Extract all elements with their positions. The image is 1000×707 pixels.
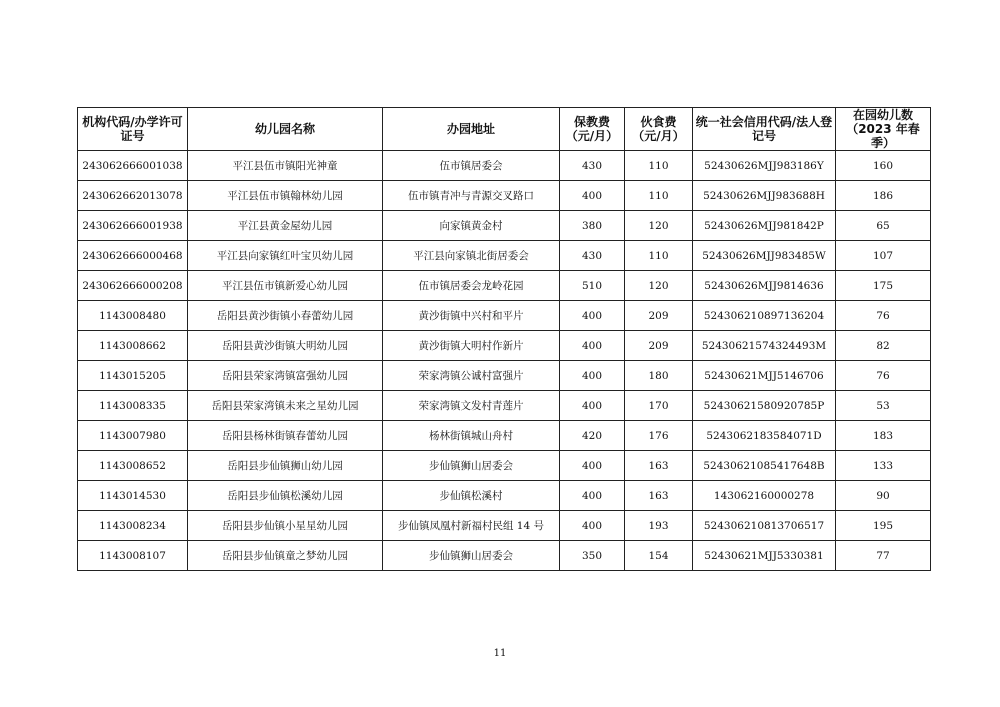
address-cell: 荣家湾镇文发村青莲片 xyxy=(383,391,560,421)
meal-fee-cell: 176 xyxy=(625,421,693,451)
name-cell: 平江县伍市镇新爱心幼儿园 xyxy=(188,271,383,301)
credit-code-cell: 52430621085417648B xyxy=(693,451,836,481)
meal-fee-cell: 209 xyxy=(625,331,693,361)
col-header-name: 幼儿园名称 xyxy=(188,108,383,151)
table-row xyxy=(78,361,931,391)
enrollment-cell: 107 xyxy=(836,241,931,271)
tuition-cell: 400 xyxy=(560,391,625,421)
name-cell: 岳阳县杨林街镇春蕾幼儿园 xyxy=(188,421,383,451)
address-cell: 向家镇黄金村 xyxy=(383,211,560,241)
address-cell: 伍市镇青冲与青源交叉路口 xyxy=(383,181,560,211)
credit-code-cell: 52430626MJJ983688H xyxy=(693,181,836,211)
col-header-meal-fee: 伙食费（元/月） xyxy=(625,108,693,151)
table-row xyxy=(78,481,931,511)
tuition-cell: 420 xyxy=(560,421,625,451)
table-row xyxy=(78,451,931,481)
name-cell: 岳阳县步仙镇童之梦幼儿园 xyxy=(188,541,383,571)
address-cell: 黄沙街镇中兴村和平片 xyxy=(383,301,560,331)
table-row xyxy=(78,331,931,361)
name-cell: 岳阳县荣家湾镇富强幼儿园 xyxy=(188,361,383,391)
tuition-cell: 400 xyxy=(560,331,625,361)
meal-fee-cell: 154 xyxy=(625,541,693,571)
address-cell: 步仙镇松溪村 xyxy=(383,481,560,511)
enrollment-cell: 65 xyxy=(836,211,931,241)
table-row xyxy=(78,421,931,451)
tuition-cell: 400 xyxy=(560,361,625,391)
meal-fee-cell: 180 xyxy=(625,361,693,391)
name-cell: 平江县伍市镇阳光神童 xyxy=(188,151,383,181)
tuition-cell: 430 xyxy=(560,151,625,181)
license-cell: 243062666000208 xyxy=(78,271,188,301)
name-cell: 平江县黄金屋幼儿园 xyxy=(188,211,383,241)
enrollment-cell: 77 xyxy=(836,541,931,571)
credit-code-cell: 143062160000278 xyxy=(693,481,836,511)
meal-fee-cell: 163 xyxy=(625,451,693,481)
credit-code-cell: 52430621580920785P xyxy=(693,391,836,421)
enrollment-cell: 175 xyxy=(836,271,931,301)
name-cell: 岳阳县荣家湾镇未来之星幼儿园 xyxy=(188,391,383,421)
meal-fee-cell: 110 xyxy=(625,241,693,271)
kindergarten-table xyxy=(77,107,931,571)
table-row xyxy=(78,301,931,331)
tuition-cell: 510 xyxy=(560,271,625,301)
table-row xyxy=(78,151,931,181)
col-header-enrollment: 在园幼儿数（2023 年春季） xyxy=(836,108,931,151)
address-cell: 平江县向家镇北街居委会 xyxy=(383,241,560,271)
meal-fee-cell: 120 xyxy=(625,271,693,301)
license-cell: 1143008335 xyxy=(78,391,188,421)
name-cell: 平江县伍市镇翰林幼儿园 xyxy=(188,181,383,211)
col-header-tuition: 保教费（元/月） xyxy=(560,108,625,151)
license-cell: 243062666000468 xyxy=(78,241,188,271)
credit-code-cell: 5243062183584071D xyxy=(693,421,836,451)
col-header-credit-code: 统一社会信用代码/法人登记号 xyxy=(693,108,836,151)
tuition-cell: 400 xyxy=(560,481,625,511)
table-row xyxy=(78,541,931,571)
table-row xyxy=(78,211,931,241)
address-cell: 黄沙街镇大明村作新片 xyxy=(383,331,560,361)
credit-code-cell: 524306210897136204 xyxy=(693,301,836,331)
meal-fee-cell: 120 xyxy=(625,211,693,241)
enrollment-cell: 195 xyxy=(836,511,931,541)
meal-fee-cell: 110 xyxy=(625,151,693,181)
name-cell: 岳阳县步仙镇小星星幼儿园 xyxy=(188,511,383,541)
name-cell: 岳阳县黄沙街镇小春蕾幼儿园 xyxy=(188,301,383,331)
meal-fee-cell: 170 xyxy=(625,391,693,421)
enrollment-cell: 82 xyxy=(836,331,931,361)
table-row xyxy=(78,181,931,211)
credit-code-cell: 52430621574324493M xyxy=(693,331,836,361)
name-cell: 岳阳县步仙镇松溪幼儿园 xyxy=(188,481,383,511)
table-header-row xyxy=(78,108,931,151)
enrollment-cell: 160 xyxy=(836,151,931,181)
name-cell: 岳阳县黄沙街镇大明幼儿园 xyxy=(188,331,383,361)
enrollment-cell: 90 xyxy=(836,481,931,511)
address-cell: 步仙镇狮山居委会 xyxy=(383,451,560,481)
address-cell: 步仙镇凤凰村新福村民组 14 号 xyxy=(383,511,560,541)
name-cell: 平江县向家镇红叶宝贝幼儿园 xyxy=(188,241,383,271)
col-header-address: 办园地址 xyxy=(383,108,560,151)
license-cell: 1143008107 xyxy=(78,541,188,571)
credit-code-cell: 52430626MJJ981842P xyxy=(693,211,836,241)
credit-code-cell: 52430626MJJ983485W xyxy=(693,241,836,271)
tuition-cell: 350 xyxy=(560,541,625,571)
enrollment-cell: 133 xyxy=(836,451,931,481)
address-cell: 步仙镇狮山居委会 xyxy=(383,541,560,571)
license-cell: 1143015205 xyxy=(78,361,188,391)
col-header-license: 机构代码/办学许可证号 xyxy=(78,108,188,151)
address-cell: 荣家湾镇公诚村富强片 xyxy=(383,361,560,391)
credit-code-cell: 52430626MJJ983186Y xyxy=(693,151,836,181)
enrollment-cell: 183 xyxy=(836,421,931,451)
enrollment-cell: 76 xyxy=(836,301,931,331)
license-cell: 1143014530 xyxy=(78,481,188,511)
credit-code-cell: 524306210813706517 xyxy=(693,511,836,541)
enrollment-cell: 76 xyxy=(836,361,931,391)
credit-code-cell: 52430626MJJ9814636 xyxy=(693,271,836,301)
license-cell: 1143008234 xyxy=(78,511,188,541)
table-row xyxy=(78,511,931,541)
license-cell: 1143008652 xyxy=(78,451,188,481)
table-row xyxy=(78,391,931,421)
tuition-cell: 430 xyxy=(560,241,625,271)
meal-fee-cell: 110 xyxy=(625,181,693,211)
credit-code-cell: 52430621MJJ5146706 xyxy=(693,361,836,391)
license-cell: 1143008480 xyxy=(78,301,188,331)
name-cell: 岳阳县步仙镇狮山幼儿园 xyxy=(188,451,383,481)
credit-code-cell: 52430621MJJ5330381 xyxy=(693,541,836,571)
meal-fee-cell: 209 xyxy=(625,301,693,331)
enrollment-cell: 53 xyxy=(836,391,931,421)
table-row xyxy=(78,271,931,301)
address-cell: 伍市镇居委会 xyxy=(383,151,560,181)
license-cell: 243062662013078 xyxy=(78,181,188,211)
meal-fee-cell: 163 xyxy=(625,481,693,511)
tuition-cell: 400 xyxy=(560,181,625,211)
table-row xyxy=(78,241,931,271)
license-cell: 1143007980 xyxy=(78,421,188,451)
license-cell: 243062666001938 xyxy=(78,211,188,241)
enrollment-cell: 186 xyxy=(836,181,931,211)
tuition-cell: 400 xyxy=(560,511,625,541)
address-cell: 杨林街镇城山舟村 xyxy=(383,421,560,451)
page-number: 11 xyxy=(493,648,507,659)
address-cell: 伍市镇居委会龙岭花园 xyxy=(383,271,560,301)
tuition-cell: 380 xyxy=(560,211,625,241)
tuition-cell: 400 xyxy=(560,451,625,481)
tuition-cell: 400 xyxy=(560,301,625,331)
meal-fee-cell: 193 xyxy=(625,511,693,541)
license-cell: 243062666001038 xyxy=(78,151,188,181)
license-cell: 1143008662 xyxy=(78,331,188,361)
